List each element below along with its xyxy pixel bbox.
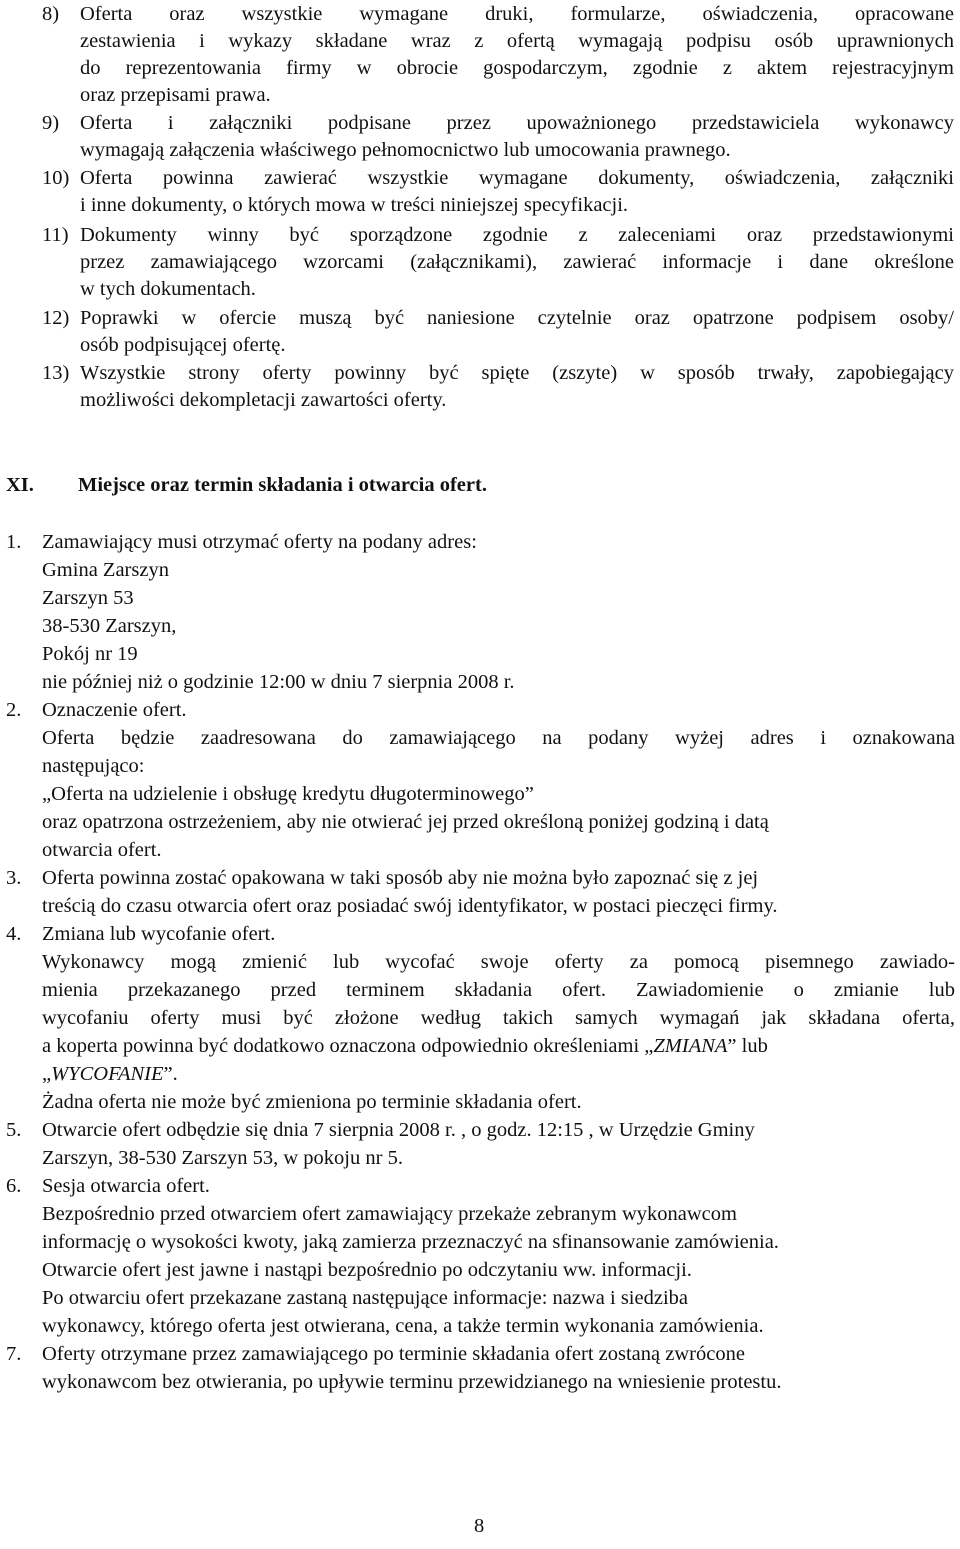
list-item-text: w tych dokumentach.	[80, 278, 256, 300]
address-line: Pokój nr 19	[42, 643, 138, 665]
list-item-text: Wszystkie strony oferty powinny być spięte (zszyte) w sposób trwały, zapobiegający	[80, 362, 954, 384]
point-text-fragment: ”.	[163, 1063, 178, 1085]
point-text: Bezpośrednio przed otwarciem ofert zamawiający przekaże zebranym wykonawcom	[42, 1203, 737, 1225]
list-item-number: 11)	[42, 224, 69, 246]
page-number: 8	[474, 1515, 485, 1537]
point-text: oraz opatrzona ostrzeżeniem, aby nie otwierać jej przed określoną poniżej godziną i datą	[42, 811, 769, 833]
point-text-fragment: a koperta powinna być dodatkowo oznaczona odpowiednio określeniami „	[42, 1035, 654, 1057]
list-item-text: i inne dokumenty, o których mowa w treści niniejszej specyfikacji.	[80, 194, 629, 216]
address-line: 38-530 Zarszyn,	[42, 615, 177, 637]
point-heading: Oznaczenie ofert.	[42, 699, 187, 721]
section-title: Miejsce oraz termin składania i otwarcia ofert.	[78, 474, 487, 496]
point-text: Po otwarciu ofert przekazane zastaną następujące informacje: nazwa i siedziba	[42, 1287, 688, 1309]
point-text: treścią do czasu otwarcia ofert oraz posiadać swój identyfikator, w postaci pieczęci firmy.	[42, 895, 778, 917]
point-text: Otwarcie ofert jest jawne i nastąpi bezpośrednio po odczytaniu ww. informacji.	[42, 1259, 692, 1281]
keyword-zmiana: ZMIANA	[653, 1035, 728, 1057]
point-text-fragment: „	[42, 1063, 52, 1085]
list-item-text: przez zamawiającego wzorcami (załącznikami), zawierać informacje i dane określone	[80, 251, 954, 273]
point-text: Oferta powinna zostać opakowana w taki sposób aby nie można było zapoznać się z jej	[42, 867, 759, 889]
list-item-text: Oferta oraz wszystkie wymagane druki, formularze, oświadczenia, opracowane	[80, 3, 954, 25]
keyword-wycofanie: WYCOFANIE	[51, 1063, 164, 1085]
point-text: informację o wysokości kwoty, jaką zamierza przeznaczyć na sfinansowanie zamówienia.	[42, 1231, 779, 1253]
point-text: Zamawiający musi otrzymać oferty na podany adres:	[42, 531, 477, 553]
point-number: 5.	[6, 1119, 22, 1141]
list-item-text: zestawienia i wykazy składane wraz z ofertą wymagają podpisu osób uprawnionych	[80, 30, 954, 52]
point-number: 1.	[6, 531, 22, 553]
list-item-text: Oferta powinna zawierać wszystkie wymagane dokumenty, oświadczenia, załączniki	[80, 167, 954, 189]
point-text	[42, 1032, 768, 1060]
point-text: Żadna oferta nie może być zmieniona po terminie składania ofert.	[42, 1091, 582, 1113]
point-heading: Sesja otwarcia ofert.	[42, 1175, 210, 1197]
address-line: Gmina Zarszyn	[42, 559, 169, 581]
point-text: wykonawcom bez otwierania, po upływie terminu przewidzianego na wniesienie protestu.	[42, 1371, 782, 1393]
point-text: wykonawcy, którego oferta jest otwierana, cena, a także termin wykonania zamówienia.	[42, 1315, 764, 1337]
list-item-text: do reprezentowania firmy w obrocie gospodarczym, zgodnie z aktem rejestracyjnym	[80, 57, 954, 79]
point-text: następująco:	[42, 755, 145, 777]
list-item-text: możliwości dekompletacji zawartości oferty.	[80, 389, 447, 411]
list-item-text: Dokumenty winny być sporządzone zgodnie z zaleceniami oraz przedstawionymi	[80, 224, 954, 246]
point-text: Oferta będzie zaadresowana do zamawiającego na podany wyżej adres i oznakowana	[42, 727, 955, 749]
point-number: 3.	[6, 867, 22, 889]
deadline-line: nie później niż o godzinie 12:00 w dniu 7 sierpnia 2008 r.	[42, 671, 515, 693]
list-item-text: osób podpisującej ofertę.	[80, 334, 286, 356]
point-text: mienia przekazanego przed terminem składania ofert. Zawiadomienie o zmianie lub	[42, 979, 955, 1001]
point-number: 2.	[6, 699, 22, 721]
point-text: otwarcia ofert.	[42, 839, 162, 861]
point-text: wycofaniu oferty musi być złożone według takich samych wymagań jak składana oferta,	[42, 1007, 955, 1029]
list-item-text: oraz przepisami prawa.	[80, 84, 271, 106]
point-heading: Zmiana lub wycofanie ofert.	[42, 923, 276, 945]
list-item-number: 10)	[42, 167, 70, 189]
point-number: 4.	[6, 923, 22, 945]
address-line: Zarszyn 53	[42, 587, 134, 609]
point-text: Zarszyn, 38-530 Zarszyn 53, w pokoju nr 5.	[42, 1147, 403, 1169]
section-number: XI.	[6, 474, 34, 496]
list-item-text: Poprawki w ofercie muszą być naniesione czytelnie oraz opatrzone podpisem osoby/	[80, 307, 954, 329]
point-text: Wykonawcy mogą zmienić lub wycofać swoje oferty za pomocą pisemnego zawiado-	[42, 951, 955, 973]
list-item-number: 12)	[42, 307, 70, 329]
list-item-text: wymagają załączenia właściwego pełnomocnictwo lub umocowania prawnego.	[80, 139, 731, 161]
point-number: 7.	[6, 1343, 22, 1365]
point-text-fragment: ” lub	[727, 1035, 768, 1057]
list-item-number: 13)	[42, 362, 70, 384]
offer-label: „Oferta na udzielenie i obsługę kredytu długoterminowego”	[42, 783, 534, 805]
list-item-number: 8)	[42, 3, 60, 25]
point-number: 6.	[6, 1175, 22, 1197]
list-item-text: Oferta i załączniki podpisane przez upoważnionego przedstawiciela wykonawcy	[80, 112, 954, 134]
point-text	[42, 1060, 178, 1088]
list-item-number: 9)	[42, 112, 60, 134]
point-text: Otwarcie ofert odbędzie się dnia 7 sierpnia 2008 r. , o godz. 12:15 , w Urzędzie Gminy	[42, 1119, 755, 1141]
point-text: Oferty otrzymane przez zamawiającego po terminie składania ofert zostaną zwrócone	[42, 1343, 745, 1365]
